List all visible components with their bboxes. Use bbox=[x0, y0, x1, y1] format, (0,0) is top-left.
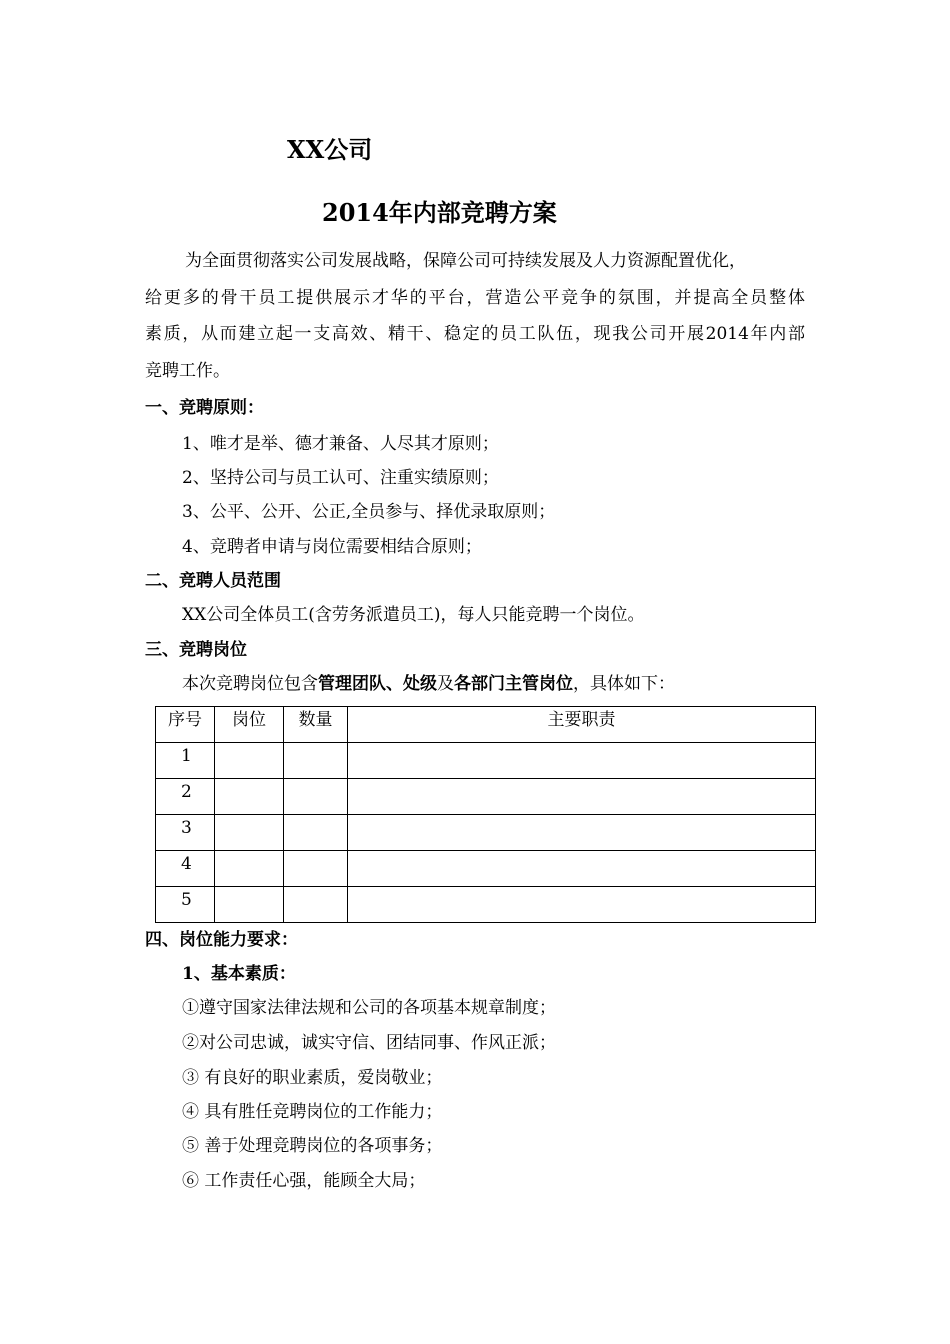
row-cell bbox=[284, 815, 348, 851]
row-cell bbox=[284, 887, 348, 923]
positions-text-emphasis: 管理团队、处级 bbox=[318, 674, 437, 694]
row-number: 4 bbox=[156, 851, 215, 887]
header-cell-duties: 主要职责 bbox=[348, 707, 816, 743]
row-number: 1 bbox=[156, 743, 215, 779]
row-cell bbox=[215, 887, 284, 923]
row-number: 2 bbox=[156, 779, 215, 815]
requirement-item: ⑥ 工作责任心强，能顾全大局； bbox=[182, 1171, 426, 1191]
intro-line-2: 给更多的骨干员工提供展示才华的平台，营造公平竞争的氛围，并提高全员整体 bbox=[145, 288, 805, 308]
row-cell bbox=[348, 887, 816, 923]
requirement-item: ⑤ 善于处理竞聘岗位的各项事务； bbox=[182, 1136, 443, 1156]
intro-line-3: 素质，从而建立起一支高效、精干、稳定的员工队伍，现我公司开展2014年内部 bbox=[145, 324, 805, 344]
positions-text-part: 及 bbox=[437, 674, 454, 694]
header-cell-post: 岗位 bbox=[215, 707, 284, 743]
principle-item: 3、公平、公开、公正,全员参与、择优录取原则； bbox=[182, 502, 556, 522]
positions-table bbox=[155, 706, 816, 923]
sub-heading-basic: 1、基本素质： bbox=[182, 964, 296, 984]
positions-text bbox=[182, 672, 675, 696]
requirement-item: ③ 有良好的职业素质，爱岗敬业； bbox=[182, 1068, 443, 1088]
row-cell bbox=[348, 779, 816, 815]
section-heading-positions: 三、竞聘岗位 bbox=[145, 640, 247, 660]
company-title: XX公司 bbox=[287, 135, 373, 164]
table-row bbox=[156, 743, 816, 779]
section-heading-scope: 二、竞聘人员范围 bbox=[145, 571, 281, 591]
requirement-item: ④ 具有胜任竞聘岗位的工作能力； bbox=[182, 1102, 443, 1122]
table-row bbox=[156, 887, 816, 923]
intro-line-1: 为全面贯彻落实公司发展战略，保障公司可持续发展及人力资源配置优化， bbox=[185, 251, 746, 271]
row-cell bbox=[215, 851, 284, 887]
row-cell bbox=[215, 743, 284, 779]
table-row bbox=[156, 779, 816, 815]
row-cell bbox=[348, 743, 816, 779]
requirement-item: ②对公司忠诚，诚实守信、团结同事、作风正派； bbox=[182, 1033, 556, 1053]
scope-text: XX公司全体员工(含劳务派遣员工)，每人只能竞聘一个岗位。 bbox=[182, 605, 645, 625]
requirement-item: ①遵守国家法律法规和公司的各项基本规章制度； bbox=[182, 998, 556, 1018]
section-heading-requirements: 四、岗位能力要求： bbox=[145, 930, 298, 950]
row-number: 5 bbox=[156, 887, 215, 923]
positions-text-part: 本次竞聘岗位包含 bbox=[182, 674, 318, 694]
header-cell-qty: 数量 bbox=[284, 707, 348, 743]
row-cell bbox=[348, 815, 816, 851]
table-header-row bbox=[156, 707, 816, 743]
principle-item: 4、竞聘者申请与岗位需要相结合原则； bbox=[182, 537, 482, 557]
row-cell bbox=[284, 851, 348, 887]
row-cell bbox=[215, 815, 284, 851]
table-row bbox=[156, 851, 816, 887]
section-heading-principles: 一、竞聘原则： bbox=[145, 398, 264, 418]
row-cell bbox=[348, 851, 816, 887]
intro-line-4: 竞聘工作。 bbox=[145, 361, 230, 381]
row-cell bbox=[284, 779, 348, 815]
table-row bbox=[156, 815, 816, 851]
row-number: 3 bbox=[156, 815, 215, 851]
positions-text-emphasis: 各部门主管岗位 bbox=[454, 674, 573, 694]
positions-text-part: ，具体如下： bbox=[573, 674, 675, 694]
principle-item: 2、坚持公司与员工认可、注重实绩原则； bbox=[182, 468, 499, 488]
plan-title: 2014年内部竞聘方案 bbox=[322, 198, 557, 227]
header-cell-no: 序号 bbox=[156, 707, 215, 743]
row-cell bbox=[215, 779, 284, 815]
row-cell bbox=[284, 743, 348, 779]
principle-item: 1、唯才是举、德才兼备、人尽其才原则； bbox=[182, 434, 499, 454]
